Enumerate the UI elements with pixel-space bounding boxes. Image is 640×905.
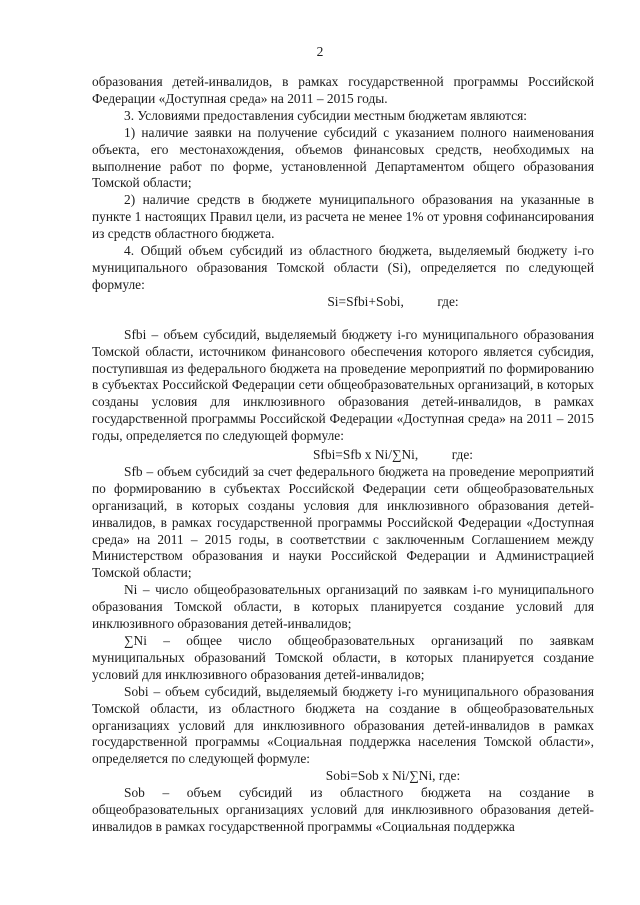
paragraph-sfbi-definition: Sfbi – объем субсидий, выделяемый бюджету i-го муниципального образования Томской области, источником финансового обеспечения которого является субсидия, поступившая из федерального бюджета на проведение мероприятий по формированию в субъектах Российской Федерации сети общеобразовательных организаций, в которых созданы условия для инклюзивного образования детей-инвалидов, в рамках государственной программы Российской Федерации «Доступная среда» на 2011 – 2015 годы, определяется по следующей формуле:: [92, 326, 594, 444]
paragraph-sum-ni-definition: ∑Ni – общее число общеобразовательных организаций по заявкам муниципальных образований Томской области, в которых планируется создание условий для инклюзивного образования детей-инвалидов;: [92, 633, 594, 682]
paragraph-sob-definition: Sob – объем субсидий из областного бюджета на создание в общеобразовательных организациях условий для инклюзивного образования детей-инвалидов в рамках государственной программы «Социальная поддержка: [92, 785, 594, 834]
paragraph-continuation: образования детей-инвалидов, в рамках государственной программы Российской Федерации «Доступная среда» на 2011 – 2015 годы.: [92, 74, 594, 106]
paragraph-sfb-definition: Sfb – объем субсидий за счет федерального бюджета на проведение мероприятий по формированию в субъектах Российской Федерации сети общеобразовательных организаций, в которых созданы условия для инклюзивного образования детей-инвалидов, в рамках государственной программы Российской Федерации «Доступная среда» на 2011 – 2015 годы, в соответствии с заключенным Соглашением между Министерством образования и науки Российской Федерации и Администрацией Томской области;: [92, 463, 594, 581]
paragraph-clause-3: 3. Условиями предоставления субсидии местным бюджетам являются:: [124, 107, 527, 123]
paragraph-sobi-definition: Sobi – объем субсидий, выделяемый бюджету i-го муниципального образования Томской области, из областного бюджета на создание в общеобразовательных организациях условий для инклюзивного образования детей-инвалидов в рамках государственной программы «Социальная поддержка населения Томской области», определяется по следующей формуле:: [92, 683, 594, 767]
paragraph-ni-definition: Ni – число общеобразовательных организаций по заявкам i-го муниципального образования Томской области, в которых планируется создание условий для инклюзивного образования детей-инвалидов;: [92, 582, 594, 632]
page-number: 2: [316, 44, 324, 59]
paragraph-condition-2: 2) наличие средств в бюджете муниципального образования на указанные в пункте 1 настоящих Правил цели, из расчета не менее 1% от уровня софинансирования из средств областного бюджета.: [92, 192, 594, 242]
formula-sobi: Sobi=Sob x Ni/∑Ni, где:: [325, 768, 461, 784]
document-body: [92, 74, 594, 836]
paragraph-condition-1: 1) наличие заявки на получение субсидий с указанием полного наименования объекта, его местонахождения, объемов финансовых средств, необходимых на выполнение работ по форме, установленной Департаментом общего образования Томской области;: [92, 124, 594, 191]
paragraph-clause-4: 4. Общий объем субсидий из областного бюджета, выделяемый бюджету i-го муниципального образования Томской области (Si), определяется по следующей формуле:: [92, 243, 594, 292]
formula-si: Si=Sfbi+Sobi, где:: [327, 293, 459, 309]
formula-sfbi: Sfbi=Sfb x Ni/∑Ni, где:: [312, 447, 474, 463]
